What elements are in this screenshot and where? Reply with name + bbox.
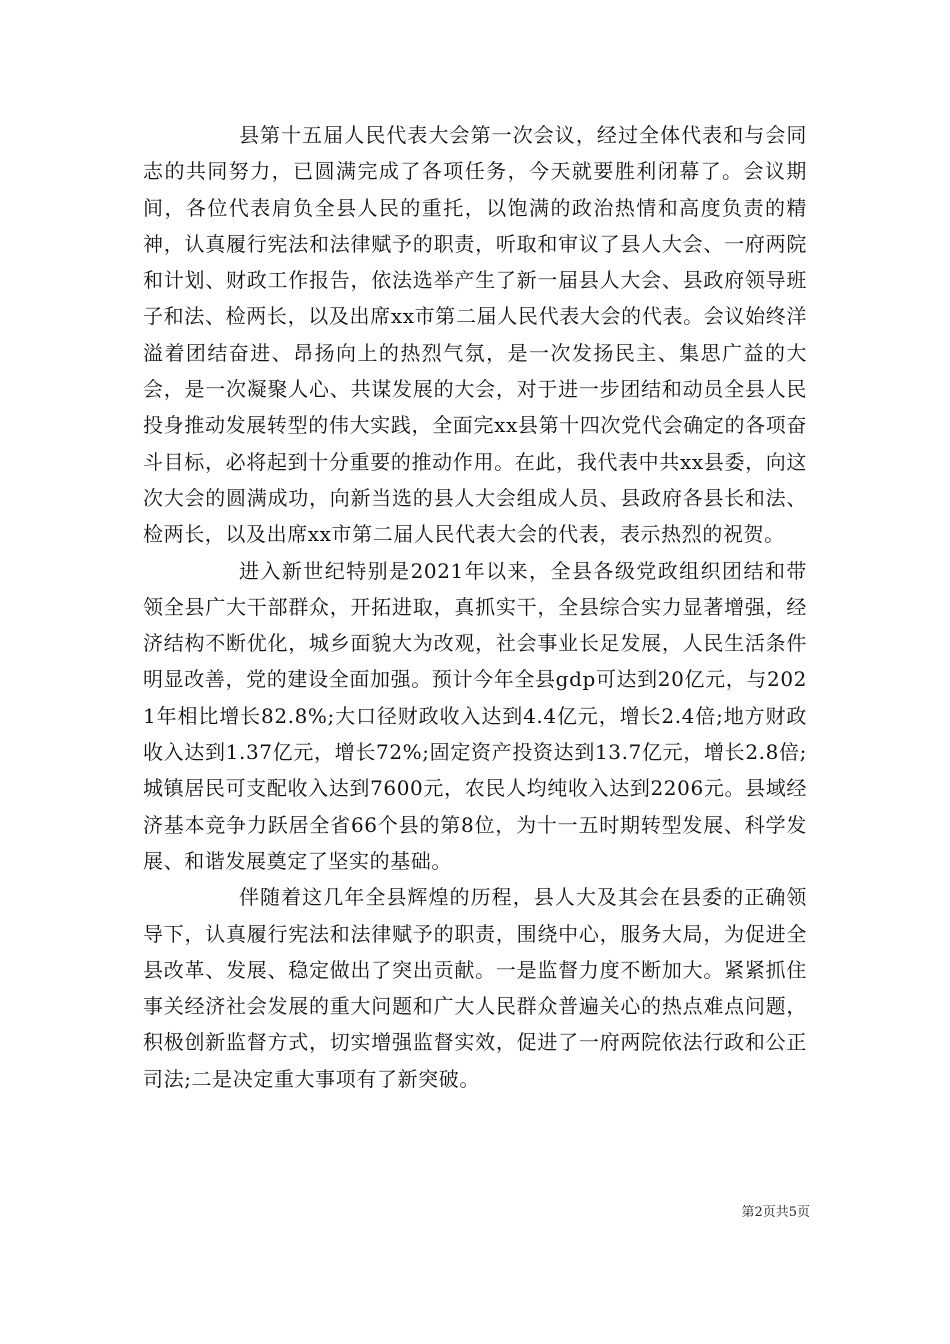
page-number-footer: 第2页共5页: [741, 1205, 810, 1220]
paragraph-1: 县第十五届人民代表大会第一次会议，经过全体代表和与会同志的共同努力，已圆满完成了各项任务，今天就要胜利闭幕了。会议期间，各位代表肩负全县人民的重托，以饱满的政治热情和高度负责的精神，认真履行宪法和法律赋予的职责，听取和审议了县人大会、一府两院和计划、财政工作报告，依法选举产生了新一届县人大会、县政府领导班子和法、检两长，以及出席xx市第二届人民代表大会的代表。会议始终洋溢着团结奋进、昂扬向上的热烈气氛，是一次发扬民主、集思广益的大会，是一次凝聚人心、共谋发展的大会，对于进一步团结和动员全县人民投身推动发展转型的伟大实践，全面完xx县第十四次党代会确定的各项奋斗目标，必将起到十分重要的推动作用。在此，我代表中共xx县委，向这次大会的圆满成功，向新当选的县人大会组成人员、县政府各县长和法、检两长，以及出席xx市第二届人民代表大会的代表，表示热烈的祝贺。: [143, 123, 807, 547]
document-body: [143, 117, 807, 1097]
paragraph-3: 伴随着这几年全县辉煌的历程，县人大及其会在县委的正确领导下，认真履行宪法和法律赋予的职责，围绕中心，服务大局，为促进全县改革、发展、稳定做出了突出贡献。一是监督力度不断加大。紧紧抓住事关经济社会发展的重大问题和广大人民群众普遍关心的热点难点问题，积极创新监督方式，切实增强监督实效，促进了一府两院依法行政和公正司法;二是决定重大事项有了新突破。: [143, 885, 807, 1091]
paragraph-2: 进入新世纪特别是2021年以来，全县各级党政组织团结和带领全县广大干部群众，开拓进取，真抓实干，全县综合实力显著增强，经济结构不断优化，城乡面貌大为改观，社会事业长足发展，人民生活条件明显改善，党的建设全面加强。预计今年全县gdp可达到20亿元，与2021年相比增长82.8%;大口径财政收入达到4.4亿元，增长2.4倍;地方财政收入达到1.37亿元，增长72%;固定资产投资达到13.7亿元，增长2.8倍;城镇居民可支配收入达到7600元，农民人均纯收入达到2206元。县域经济基本竞争力跃居全省66个县的第8位，为十一五时期转型发展、科学发展、和谐发展奠定了坚实的基础。: [143, 558, 807, 873]
